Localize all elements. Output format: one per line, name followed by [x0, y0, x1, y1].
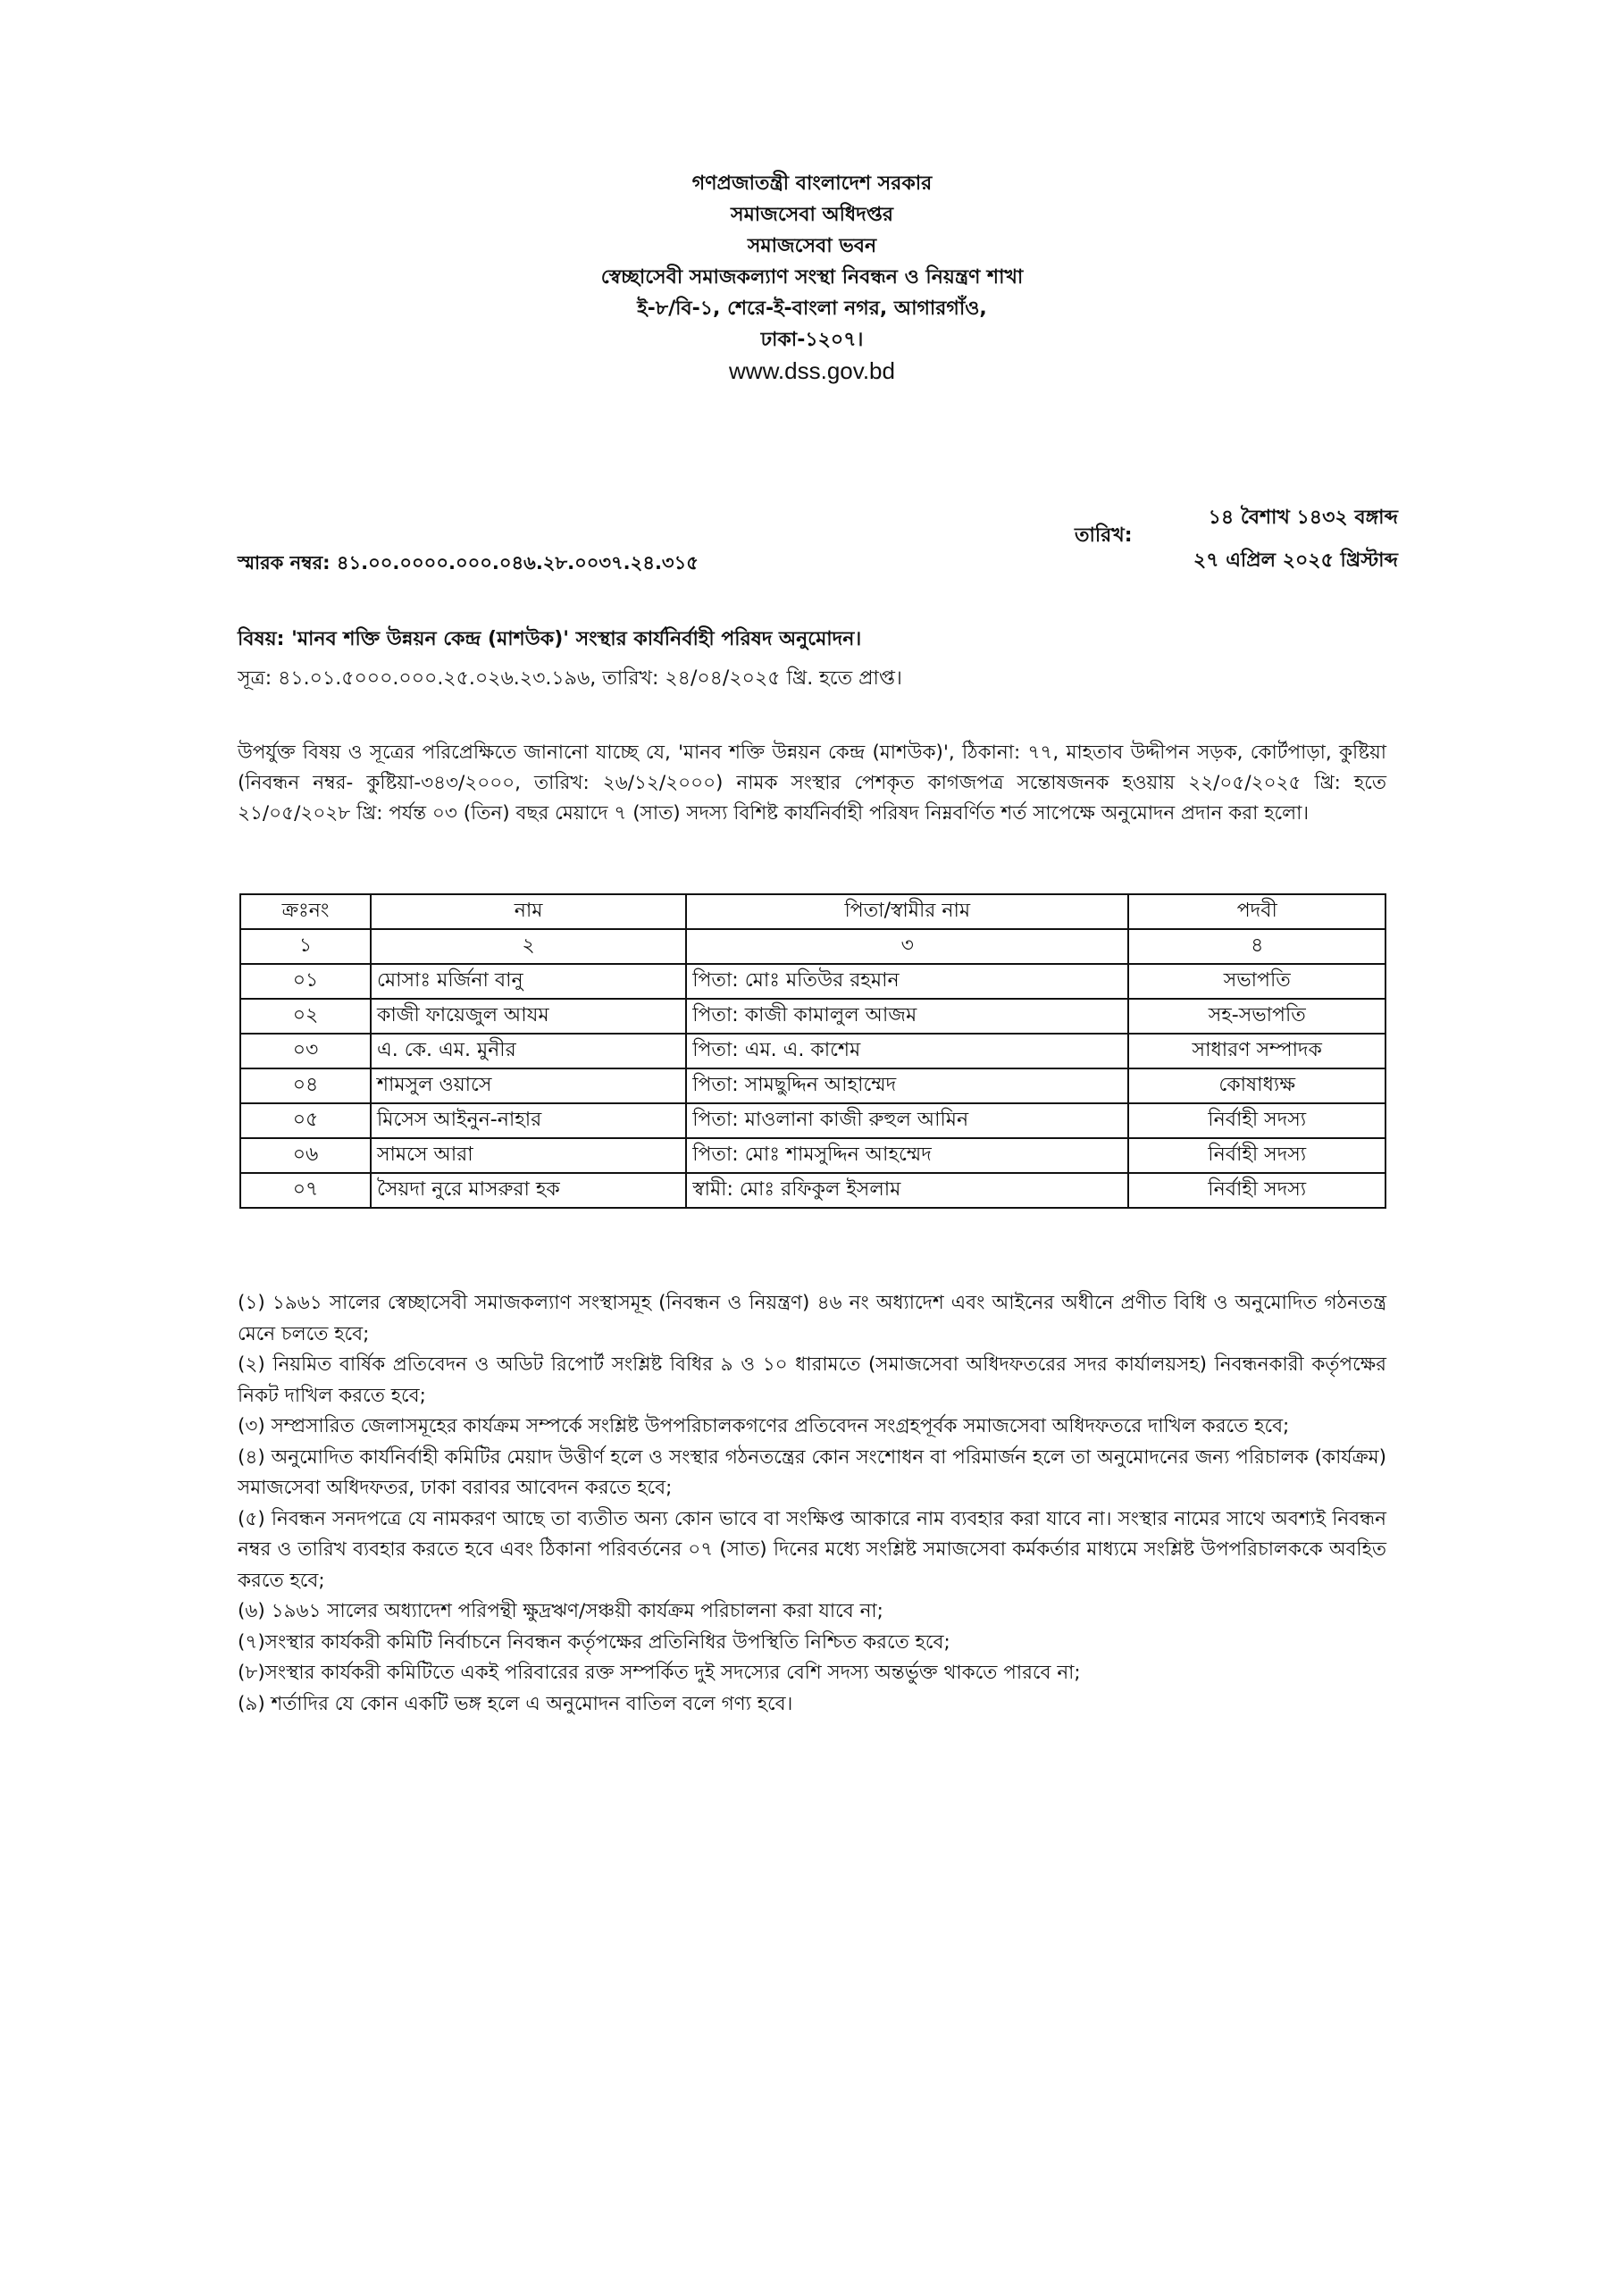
header-title: পদবী	[1128, 894, 1385, 929]
building-name: সমাজসেবা ভবন	[747, 235, 877, 257]
table-row	[240, 1034, 1385, 1068]
body-paragraph: উপর্যুক্ত বিষয় ও সূত্রের পরিপ্রেক্ষিতে জানানো যাচ্ছে যে, 'মানব শক্তি উন্নয়ন কেন্দ্র (মাশউক)', ঠিকানা: ৭৭, মাহতাব উদ্দীপন সড়ক, কোর্টপাড়া, কুষ্টিয়া (নিবন্ধন নম্বর- কুষ্টিয়া-৩৪৩/২০০০, তারিখ: ২৬/১২/২০০০) নামক সংস্থার পেশকৃত কাগজপত্র সন্তোষজনক হওয়ায় ২২/০৫/২০২৫ খ্রি: হতে ২১/০৫/২০২৮ খ্রি: পর্যন্ত ০৩ (তিন) বছর মেয়াদে ৭ (সাত) সদস্য বিশিষ্ট কার্যনির্বাহী পরিষদ নিম্নবর্ণিত শর্ত সাপেক্ষে অনুমোদন প্রদান করা হলো।	[238, 741, 1386, 825]
row-title: নির্বাহী সদস্য	[1128, 1103, 1385, 1138]
row-name: শামসুল ওয়াসে	[371, 1068, 686, 1103]
column-number: ৪	[1128, 929, 1385, 964]
row-name: এ. কে. এম. মুনীর	[371, 1034, 686, 1068]
column-number: ১	[240, 929, 371, 964]
condition-item: (১) ১৯৬১ সালের স্বেচ্ছাসেবী সমাজকল্যাণ সংস্থাসমূহ (নিবন্ধন ও নিয়ন্ত্রণ) ৪৬ নং অধ্যাদেশ এবং আইনের অধীনে প্রণীত বিধি ও অনুমোদিত গঠনতন্ত্র মেনে চলতে হবে;	[238, 1292, 1386, 1345]
conditions-list	[238, 1288, 1386, 1720]
condition-item: (২) নিয়মিত বার্ষিক প্রতিবেদন ও অডিট রিপোর্ট সংশ্লিষ্ট বিধির ৯ ও ১০ ধারামতে (সমাজসেবা অধিদফতরের সদর কার্যালয়সহ) নিবন্ধনকারী কর্তৃপক্ষের নিকট দাখিল করতে হবে;	[238, 1353, 1386, 1407]
header-serial: ক্রঃনং	[240, 894, 371, 929]
row-name: কাজী ফায়েজুল আযম	[371, 999, 686, 1034]
row-title: নির্বাহী সদস্য	[1128, 1173, 1385, 1208]
date-label: তারিখ:	[1075, 524, 1133, 547]
subject-line: বিষয়: 'মানব শক্তি উন্নয়ন কেন্দ্র (মাশউক)' সংস্থার কার্যনির্বাহী পরিষদ অনুমোদন।	[238, 628, 862, 650]
row-father: পিতা: কাজী কামালুল আজম	[686, 999, 1128, 1034]
row-father: পিতা: মোঃ শামসুদ্দিন আহম্মেদ	[686, 1138, 1128, 1173]
table-row	[240, 1173, 1385, 1208]
row-name: সামসে আরা	[371, 1138, 686, 1173]
row-title: সভাপতি	[1128, 964, 1385, 999]
address-line: ই-৮/বি-১, শেরে-ই-বাংলা নগর, আগারগাঁও,	[637, 297, 987, 320]
table-row	[240, 1138, 1385, 1173]
condition-item: (৩) সম্প্রসারিত জেলাসমূহের কার্যক্রম সম্পর্কে সংশ্লিষ্ট উপপরিচালকগণের প্রতিবেদন সংগ্রহপূর্বক সমাজসেবা অধিদফতরে দাখিল করতে হবে;	[238, 1415, 1290, 1437]
condition-item: (৬) ১৯৬১ সালের অধ্যাদেশ পরিপন্থী ক্ষুদ্রঋণ/সঞ্চয়ী কার্যক্রম পরিচালনা করা যাবে না;	[238, 1600, 883, 1622]
row-serial: ০৪	[240, 1068, 371, 1103]
header-father: পিতা/স্বামীর নাম	[686, 894, 1128, 929]
memo-number: স্মারক নম্বর: ৪১.০০.০০০০.০০০.০৪৬.২৮.০০৩৭.২৪.৩১৫	[238, 552, 699, 574]
column-number: ৩	[686, 929, 1128, 964]
row-serial: ০১	[240, 964, 371, 999]
row-serial: ০৬	[240, 1138, 371, 1173]
table-row	[240, 1068, 1385, 1103]
row-father: পিতা: মাওলানা কাজী রুহুল আমিন	[686, 1103, 1128, 1138]
row-father: পিতা: সামছুদ্দিন আহাম্মেদ	[686, 1068, 1128, 1103]
header-name: নাম	[371, 894, 686, 929]
row-title: কোষাধ্যক্ষ	[1128, 1068, 1385, 1103]
condition-item: (৯) শর্তাদির যে কোন একটি ভঙ্গ হলে এ অনুমোদন বাতিল বলে গণ্য হবে।	[238, 1692, 793, 1715]
date-english: ২৭ এপ্রিল ২০২৫ খ্রিস্টাব্দ	[1193, 549, 1398, 572]
condition-item: (৭)সংস্থার কার্যকরী কমিটি নির্বাচনে নিবন্ধন কর্তৃপক্ষের প্রতিনিধির উপস্থিতি নিশ্চিত করতে হবে;	[238, 1630, 950, 1654]
date-bangla: ১৪ বৈশাখ ১৪৩২ বঙ্গাব্দ	[1208, 507, 1398, 529]
department-name: সমাজসেবা অধিদপ্তর	[731, 204, 893, 226]
table-row	[240, 1103, 1385, 1138]
row-title: নির্বাহী সদস্য	[1128, 1138, 1385, 1173]
row-serial: ০৫	[240, 1103, 371, 1138]
table-number-row	[240, 929, 1385, 964]
city-line: ঢাকা-১২০৭।	[760, 329, 864, 351]
website-link[interactable]: www.dss.gov.bd	[729, 357, 895, 384]
table-header-row	[240, 894, 1385, 929]
row-father: স্বামী: মোঃ রফিকুল ইসলাম	[686, 1173, 1128, 1208]
row-father: পিতা: মোঃ মতিউর রহমান	[686, 964, 1128, 999]
row-name: মিসেস আইনুন-নাহার	[371, 1103, 686, 1138]
committee-table	[239, 893, 1386, 1209]
row-serial: ০৭	[240, 1173, 371, 1208]
row-name: মোসাঃ মর্জিনা বানু	[371, 964, 686, 999]
row-title: সহ-সভাপতি	[1128, 999, 1385, 1034]
row-father: পিতা: এম. এ. কাশেম	[686, 1034, 1128, 1068]
column-number: ২	[371, 929, 686, 964]
row-title: সাধারণ সম্পাদক	[1128, 1034, 1385, 1068]
branch-name: স্বেচ্ছাসেবী সমাজকল্যাণ সংস্থা নিবন্ধন ও নিয়ন্ত্রণ শাখা	[600, 266, 1024, 289]
date-block	[1193, 497, 1398, 582]
row-name: সৈয়দা নুরে মাসরুরা হক	[371, 1173, 686, 1208]
table-row	[240, 999, 1385, 1034]
reference-line: সূত্র: ৪১.০১.৫০০০.০০০.২৫.০২৬.২৩.১৯৬, তারিখ: ২৪/০৪/২০২৫ খ্রি. হতে প্রাপ্ত।	[238, 667, 902, 690]
government-name: গণপ্রজাতন্ত্রী বাংলাদেশ সরকার	[691, 172, 933, 195]
condition-item: (৪) অনুমোদিত কার্যনির্বাহী কমিটির মেয়াদ উত্তীর্ণ হলে ও সংস্থার গঠনতন্ত্রের কোন সংশোধন বা পরিমার্জন হলে তা অনুমোদনের জন্য পরিচালক (কার্যক্রম) সমাজসেবা অধিদফতর, ঢাকা বরাবর আবেদন করতে হবে;	[238, 1445, 1386, 1499]
row-serial: ০৩	[240, 1034, 371, 1068]
table-row	[240, 964, 1385, 999]
letterhead	[0, 168, 1624, 387]
condition-item: (৫) নিবন্ধন সনদপত্রে যে নামকরণ আছে তা ব্যতীত অন্য কোন ভাবে বা সংক্ষিপ্ত আকারে নাম ব্যবহার করা যাবে না। সংস্থার নামের সাথে অবশ্যই নিবন্ধন নম্বর ও তারিখ ব্যবহার করতে হবে এবং ঠিকানা পরিবর্তনের ০৭ (সাত) দিনের মধ্যে সংশ্লিষ্ট সমাজসেবা কর্মকর্তার মাধ্যমে সংশ্লিষ্ট উপপরিচালককে অবহিত করতে হবে;	[238, 1507, 1386, 1592]
condition-item: (৮)সংস্থার কার্যকরী কমিটিতে একই পরিবারের রক্ত সম্পর্কিত দুই সদস্যের বেশি সদস্য অন্তর্ভুক্ত থাকতে পারবে না;	[238, 1662, 1081, 1684]
row-serial: ০২	[240, 999, 371, 1034]
